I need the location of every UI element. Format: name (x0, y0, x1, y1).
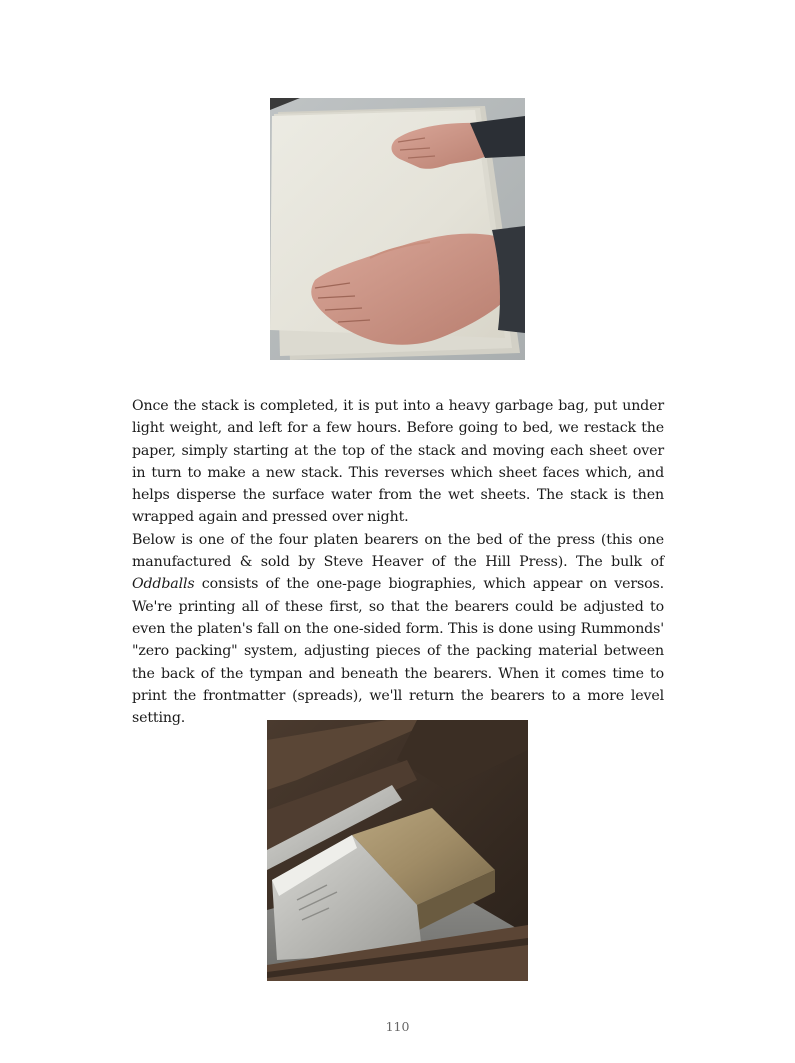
photo-platen-bearer (267, 720, 528, 981)
paragraph-restacking: Once the stack is completed, it is put into a heavy garbage bag, put under light weight, and left for a few hours. Before going to bed, we restack the paper, simply starting at the top of the stack and moving each sheet over in turn to make a new stack. This reverses which sheet faces which, and helps disperse the surface water from the wet sheets. The stack is then wrapped again and pressed over night. (132, 398, 664, 526)
paragraph-platen-bearers (132, 529, 664, 730)
paragraph-text-after-title: consists of the one-page biographies, which appear on versos. We're printing all of these first, so that the bearers could be adjusted to even the platen's fall on the one-sided form. This is done using Rummonds' "zero packing" system, adjusting pieces of the packing material between the back of the tympan and beneath the bearers. When it comes time to print the frontmatter (spreads), we'll return the bearers to a more level setting. (132, 576, 664, 727)
photo-platen-bearer-image (267, 720, 528, 981)
photo-hands-on-paper-stack-image (270, 98, 525, 360)
paragraph-text-before-title: Below is one of the four platen bearers on the bed of the press (this one manufactured & sold by Steve Heaver of the Hill Press). The bulk of (132, 531, 664, 571)
body-text (132, 395, 664, 729)
photo-hands-on-paper-stack (270, 98, 525, 360)
page-number: 110 (385, 1019, 410, 1034)
book-title-oddballs: Oddballs (132, 576, 195, 593)
